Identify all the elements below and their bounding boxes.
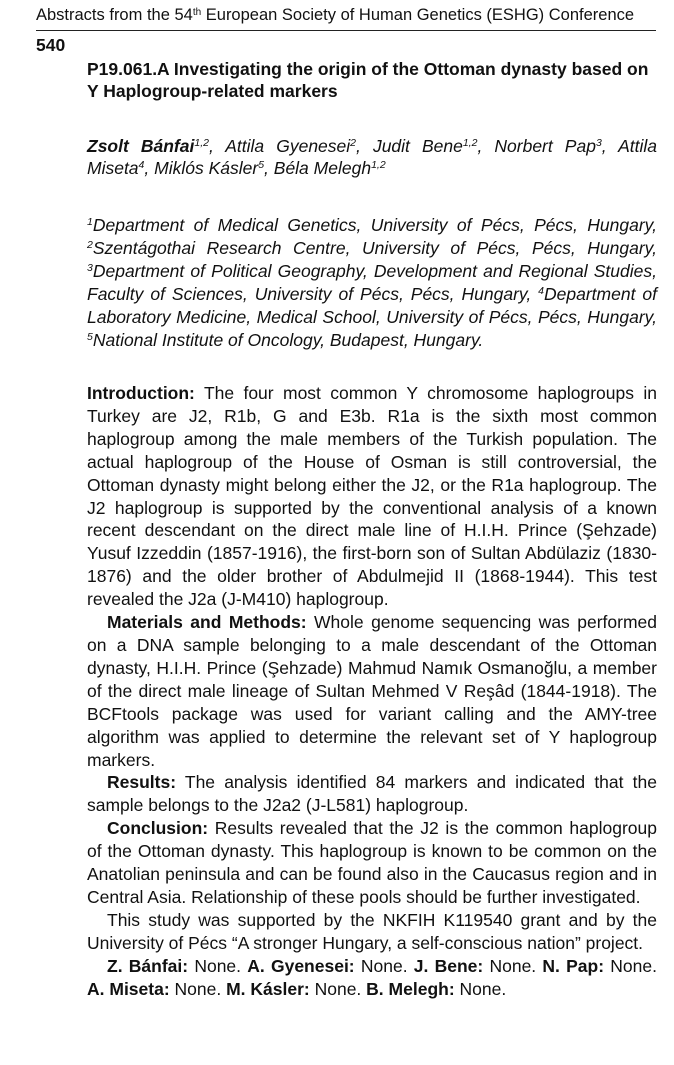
introduction-text: The four most common Y chromosome haplogroups in Turkey are J2, R1b, G and E3b. R1a is the sixth most common haplogroup among the male members of the Turkish population. The actual haplogroup of the House of Osman is still controversial, the Ottoman dynasty might belong either the J2, or the R1a haplogroup. The J2 haplogroup is supported by the conventional analysis of a known recent descendant on the direct male line of H.I.H. Prince (Şehzade) Yusuf Izzeddin (1857-1916), the first-born son of Sultan Abdülaziz (1830-1876) and the older brother of Abdulmejid II (1868-1944). This test revealed the J2a (J-M410) haplogroup. (87, 383, 657, 610)
author-affiliation-ref: 3 (595, 137, 602, 149)
affiliation-number: 5 (87, 331, 93, 343)
disclosures-paragraph (87, 955, 657, 1001)
journal-title-superscript: th (192, 7, 202, 18)
disclosure-name: B. Melegh: (366, 978, 455, 999)
author-name: Norbert Pap (494, 136, 596, 156)
conclusion-text: Results revealed that the J2 is the common haplogroup of the Ottoman dynasty. This haplogroup is known to be common on the Anatolian peninsula and can be found also in the Caucasus region and in Central Asia. Relationship of these pools should be further investigated. (87, 818, 657, 907)
affiliation-text: Department of Political Geography, Development and Regional Studies, Faculty of Sciences, University of Pécs, Pécs, Hungary, (87, 261, 657, 304)
author-name: Attila Gyenesei (225, 136, 351, 156)
disclosure-value: None. (188, 955, 248, 976)
introduction-label: Introduction: (87, 383, 195, 403)
header-rule (36, 30, 656, 31)
methods-paragraph (87, 611, 657, 771)
disclosure-value: None. (169, 978, 227, 999)
author-separator: , (208, 136, 226, 156)
affiliation-text: Szentágothai Research Centre, University of Pécs, Pécs, Hungary, (92, 238, 657, 258)
author-affiliation-ref: 4 (138, 159, 145, 171)
disclosure-name: A. Miseta: (87, 978, 170, 999)
conclusion-label: Conclusion: (107, 818, 209, 839)
author-separator: , (264, 158, 274, 178)
author-name: Miklós Kásler (154, 158, 259, 178)
affiliation-text: Department of Laboratory Medicine, Medical School, University of Pécs, Pécs, Hungary, (87, 284, 657, 327)
funding-paragraph: This study was supported by the NKFIH K119540 grant and by the University of Pécs “A stronger Hungary, a self-conscious nation” project. (87, 909, 657, 953)
author-list (87, 135, 657, 179)
abstract (87, 58, 657, 1000)
author-affiliation-ref: 1,2 (462, 137, 478, 149)
abstract-title: P19.061.A Investigating the origin of the Ottoman dynasty based on Y Haplogroup-related markers (87, 59, 649, 101)
affiliation-number: 3 (87, 262, 93, 274)
journal-title-prefix: Abstracts from the 54 (36, 6, 193, 24)
disclosure-name: M. Kásler: (226, 978, 310, 999)
conclusion-paragraph (87, 817, 657, 909)
abstract-body (87, 382, 657, 1000)
author-name: Judit Bene (372, 136, 463, 156)
introduction-paragraph (87, 382, 657, 611)
disclosure-value: None. (354, 955, 414, 976)
author-separator: , (601, 136, 619, 156)
author-separator: , (144, 158, 155, 178)
disclosure-name: J. Bene: (413, 955, 484, 976)
author-separator: , (356, 136, 373, 156)
methods-text: Whole genome sequencing was performed on a DNA sample belonging to a male descendant of the Ottoman dynasty, H.I.H. Prince (Şehzade) Mahmud Namık Osmanoğlu, a member of the direct male lineage of Sultan Mehmed V Reşâd (1844-1918). The BCFtools package was used for variant calling and the AMY-tree algorithm was applied to determine the relevant set of Y haplogroup markers. (87, 612, 657, 770)
author-affiliation-ref: 1,2 (371, 159, 386, 171)
journal-title-suffix: European Society of Human Genetics (ESHG) Conference (201, 6, 635, 24)
affiliation-text: Department of Medical Genetics, University of Pécs, Pécs, Hungary, (92, 215, 657, 235)
author-affiliation-ref: 5 (258, 159, 265, 171)
results-label: Results: (107, 772, 177, 793)
disclosure-value: None. (454, 978, 507, 999)
affiliation-number: 1 (87, 216, 93, 228)
disclosure-name: Z. Bánfai: (107, 955, 189, 976)
running-head (36, 4, 656, 26)
author-name: Zsolt Bánfai (87, 136, 195, 156)
author-separator: , (477, 136, 495, 156)
disclosure-name: A. Gyenesei: (247, 955, 355, 976)
author-affiliation-ref: 2 (350, 137, 356, 149)
author-name: Béla Melegh (273, 158, 372, 178)
affiliation-text: National Institute of Oncology, Budapest, Hungary. (92, 330, 484, 350)
affiliation-number: 4 (538, 285, 545, 297)
affiliation-number: 2 (87, 239, 93, 251)
affiliation-list (87, 214, 657, 352)
disclosure-value: None. (604, 955, 657, 976)
disclosure-value: None. (483, 955, 543, 976)
results-paragraph (87, 771, 657, 817)
author-name: Attila Miseta (87, 136, 657, 178)
methods-label: Materials and Methods: (107, 612, 307, 633)
results-text: The analysis identified 84 markers and indicated that the sample belongs to the J2a2 (J-L581) haplogroup. (87, 772, 657, 816)
disclosure-name: N. Pap: (542, 955, 605, 976)
page-number: 540 (36, 35, 66, 55)
author-affiliation-ref: 1,2 (194, 137, 209, 149)
disclosure-value: None. (309, 978, 367, 999)
